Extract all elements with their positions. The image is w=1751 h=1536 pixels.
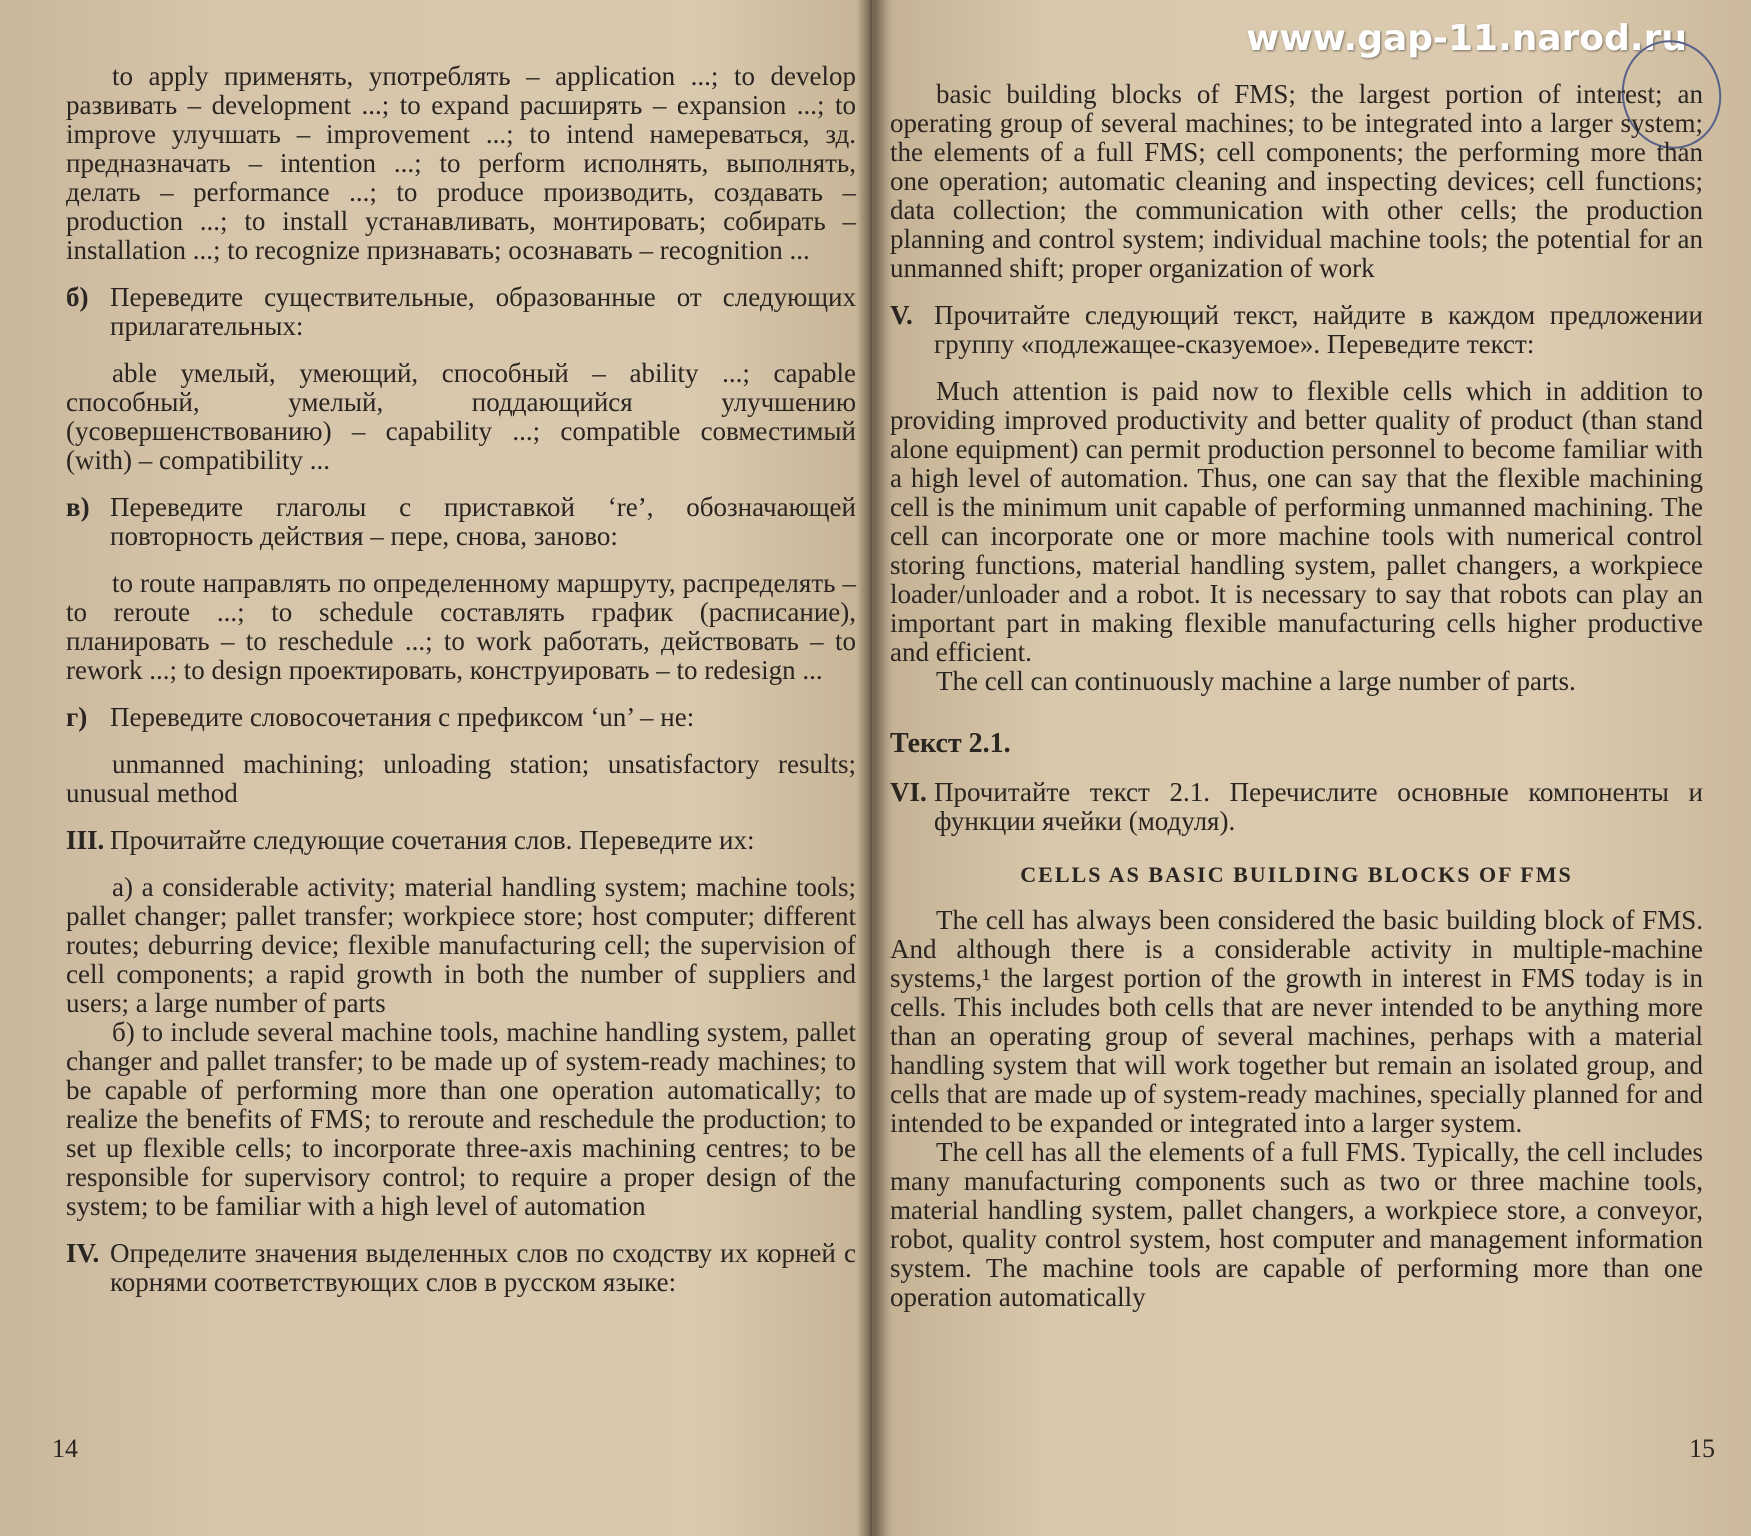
watermark: www.gap-11.narod.ru	[1246, 18, 1687, 59]
article-title: CELLS AS BASIC BUILDING BLOCKS OF FMS	[1020, 862, 1573, 887]
vocab-paragraph-4: unmanned machining; unloading station; unsatisfactory results; unusual method	[66, 749, 856, 808]
task-III	[66, 826, 856, 855]
left-page	[0, 0, 868, 1536]
phrases-a: а) a considerable activity; material handling system; machine tools; pallet changer; pallet transfer; workpiece store; host computer; different routes; deburring device; flexible manufacturing cell; the supervision of cell components; a rapid growth in both the number of suppliers and users; a large number of parts	[66, 872, 856, 1018]
task-III-text: Прочитайте следующие сочетания слов. Переведите их:	[110, 825, 755, 855]
task-IV	[66, 1239, 856, 1297]
reading-text-1: Much attention is paid now to flexible cells which in addition to providing improved productivity and better quality of product (than stand alone equipment) can permit production personnel to become familiar with a high level of automation. Thus, one can say that the flexible machining cell is the minimum unit capable of performing unmanned machining. The cell can incorporate one or more machine tools with numerical control storing functions, material handling system, pallet changers, a workpiece loader/unloader and a robot. It is necessary to say that robots can play an important part in making flexible manufacturing cells higher productive and efficient.	[890, 376, 1703, 667]
task-v	[66, 493, 856, 551]
task-V-text: Прочитайте следующий текст, найдите в каждом предложении группу «подлежащее-сказуемое». Переведите текст:	[934, 300, 1703, 359]
word-list-paragraph: basic building blocks of FMS; the largest portion of interest; an operating group of several machines; to be integrated into a larger system; the elements of a full FMS; cell components; the performing more than one operation; automatic cleaning and inspecting devices; cell functions; data collection; the communication with other cells; the production planning and control system; individual machine tools; the potential for an unmanned shift; proper organization of work	[890, 79, 1703, 283]
right-page	[880, 0, 1751, 1536]
task-b-label: б)	[66, 282, 89, 312]
task-III-label: III.	[66, 825, 105, 855]
article-paragraph-1: The cell has always been considered the basic building block of FMS. And although there is a considerable activity in multiple-machine systems,¹ the largest portion of the growth in interest in FMS today is in cells. This includes both cells that are never intended to be anything more than an operating group of several machines, perhaps with a material handling system that will work together but remain an isolated group, and cells that are made up of system-ready machines, specially planned for and intended to be expanded or integrated into a larger system.	[890, 905, 1703, 1138]
task-IV-text: Определите значения выделенных слов по сходству их корней с корнями соответствующих слов в русском языке:	[110, 1238, 856, 1297]
reading-text-2: The cell can continuously machine a large number of parts.	[936, 666, 1576, 696]
phrases-b: б) to include several machine tools, machine handling system, pallet changer and pallet transfer; to be made up of system-ready machines; to be capable of performing more than one operation automatically; to realize the benefits of FMS; to reroute and reschedule the production; to set up flexible cells; to incorporate three-axis machining centres; to be responsible for supervisory control; to require a proper design of the system; to be familiar with a high level of automation	[66, 1017, 856, 1221]
task-v-text: Переведите глаголы с приставкой ‘re’, обозначающей повторность действия – пере, снова, заново:	[110, 492, 856, 551]
task-VI-label: VI.	[890, 777, 927, 807]
task-b	[66, 283, 856, 341]
task-g-text: Переведите словосочетания с префиксом ‘un’ – не:	[110, 702, 695, 732]
article-paragraph-2: The cell has all the elements of a full FMS. Typically, the cell includes many manufacturing components such as two or three machine tools, material handling system, pallet changers, a workpiece store, a conveyor, robot, quality control system, host computer and management information system. The machine tools are capable of performing more than one operation automatically	[890, 1137, 1703, 1312]
task-g	[66, 703, 856, 732]
task-V	[890, 301, 1703, 359]
task-VI-text: Прочитайте текст 2.1. Перечислите основные компоненты и функции ячейки (модуля).	[934, 777, 1703, 836]
vocab-paragraph-2: able умелый, умеющий, способный – ability ...; capable способный, умелый, поддающийся улучшению (усовершенствованию) – capability ...; compatible совместимый (with) – compatibility ...	[66, 358, 856, 475]
task-IV-label: IV.	[66, 1238, 100, 1268]
task-VI	[890, 778, 1703, 836]
task-b-text: Переведите существительные, образованные от следующих прилагательных:	[110, 282, 856, 341]
task-g-label: г)	[66, 702, 88, 732]
text-heading: Текст 2.1.	[890, 728, 1011, 759]
page-number-left: 14	[52, 1434, 78, 1463]
page-number-right: 15	[1689, 1434, 1715, 1463]
task-V-label: V.	[890, 300, 913, 330]
vocab-paragraph-1: to apply применять, употреблять – application ...; to develop развивать – development ...; to expand расширять – expansion ...; to improve улучшать – improvement ...; to intend намереваться, зд. предназначать – intention ...; to perform исполнять, выполнять, делать – performance ...; to produce производить, создавать – production ...; to install устанавливать, монтировать; собирать – installation ...; to recognize признавать; осознавать – recognition ...	[66, 61, 856, 265]
task-v-label: в)	[66, 492, 90, 522]
vocab-paragraph-3: to route направлять по определенному маршруту, распределять – to reroute ...; to schedule составлять график (расписание), планировать – to reschedule ...; to work работать, действовать – to rework ...; to design проектировать, конструировать – to redesign ...	[66, 568, 856, 685]
